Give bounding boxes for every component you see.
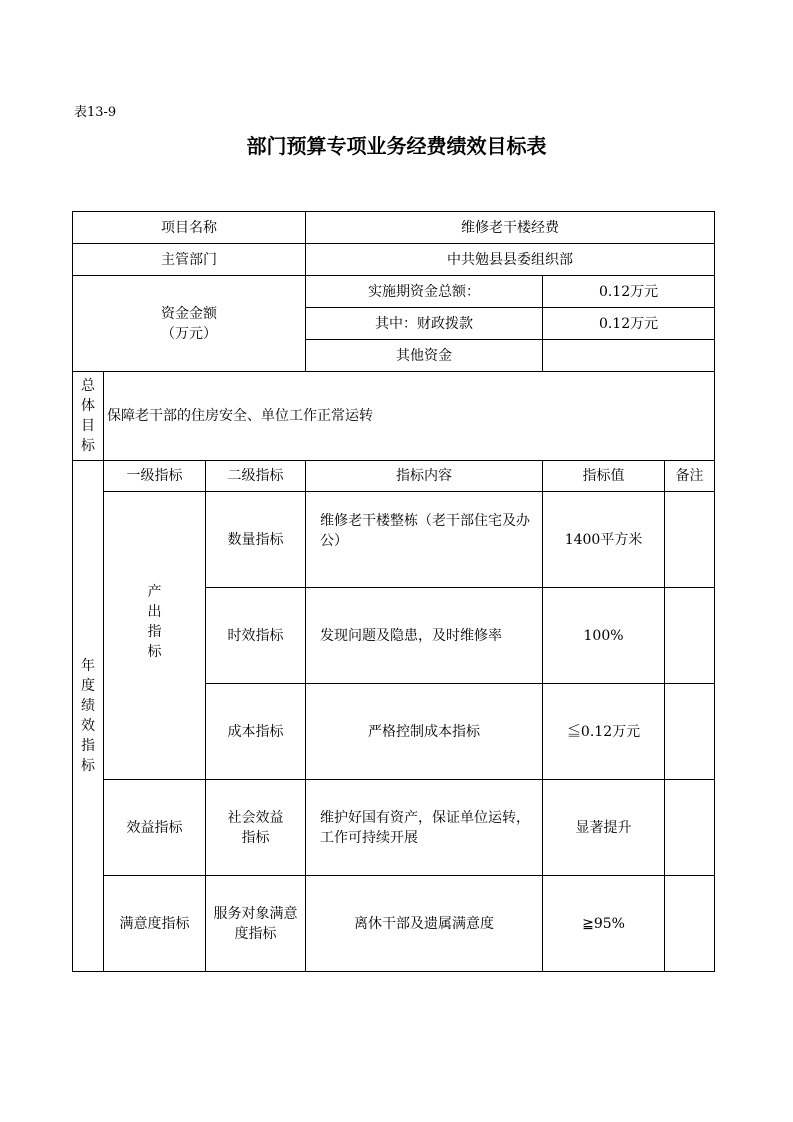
funds-total-label: 实施期资金总额：	[306, 276, 543, 308]
overall-goal-label: 总体目标	[81, 378, 95, 454]
indicator-header-row	[73, 461, 715, 492]
funds-total-value: 0.12万元	[543, 276, 715, 308]
project-label: 项目名称	[73, 212, 306, 244]
header-level2: 二级指标	[206, 461, 306, 492]
funds-unit: （万元）	[161, 325, 218, 342]
header-content: 指标内容	[306, 461, 543, 492]
value-cell: 显著提升	[543, 780, 665, 876]
note-cell	[665, 684, 715, 780]
funds-fiscal-value: 0.12万元	[543, 308, 715, 340]
annual-label: 年度绩效指标	[81, 658, 95, 774]
page-title: 部门预算专项业务经费绩效目标表	[246, 134, 547, 158]
table-row	[73, 876, 715, 972]
level1-cell: 效益指标	[104, 780, 206, 876]
content-cell: 发现问题及隐患，及时维修率	[306, 588, 543, 684]
content-cell: 离休干部及遗属满意度	[306, 876, 543, 972]
level2-cell: 社会效益指标	[206, 780, 306, 876]
overall-goal-row	[73, 372, 715, 461]
funds-label-cell	[73, 276, 306, 372]
level2-cell: 数量指标	[206, 492, 306, 588]
project-row	[73, 212, 715, 244]
overall-goal-label-cell	[73, 372, 104, 461]
value-cell: ≦0.12万元	[543, 684, 665, 780]
table-row	[73, 492, 715, 588]
output-indicator-cell	[104, 492, 206, 780]
note-cell	[665, 492, 715, 588]
overall-goal-text: 保障老干部的住房安全、单位工作正常运转	[104, 372, 715, 461]
funds-other-value	[543, 340, 715, 372]
output-indicator-label: 产出指标	[147, 583, 162, 660]
content-cell: 严格控制成本指标	[306, 684, 543, 780]
funds-label: 资金金额	[161, 305, 218, 322]
level2-cell: 成本指标	[206, 684, 306, 780]
note-cell	[665, 588, 715, 684]
funds-fiscal-label: 其中：财政拨款	[306, 308, 543, 340]
note-cell	[665, 780, 715, 876]
department-value: 中共勉县县委组织部	[306, 244, 715, 276]
content-cell: 维护好国有资产，保证单位运转，工作可持续开展	[306, 780, 543, 876]
department-label: 主管部门	[73, 244, 306, 276]
project-value: 维修老干楼经费	[306, 212, 715, 244]
content-cell: 维修老干楼整栋（老干部住宅及办公）	[306, 492, 543, 588]
value-cell: ≧95%	[543, 876, 665, 972]
table-number: 表13-9	[74, 105, 117, 120]
department-row	[73, 244, 715, 276]
funds-total-row	[73, 276, 715, 308]
value-cell: 1400平方米	[543, 492, 665, 588]
note-cell	[665, 876, 715, 972]
level1-cell: 满意度指标	[104, 876, 206, 972]
level2-cell: 服务对象满意度指标	[206, 876, 306, 972]
header-value: 指标值	[543, 461, 665, 492]
annual-label-cell	[73, 461, 104, 972]
performance-table	[72, 211, 715, 972]
value-cell: 100%	[543, 588, 665, 684]
header-note: 备注	[665, 461, 715, 492]
table-row	[73, 780, 715, 876]
level2-cell: 时效指标	[206, 588, 306, 684]
header-level1: 一级指标	[104, 461, 206, 492]
funds-other-label: 其他资金	[306, 340, 543, 372]
